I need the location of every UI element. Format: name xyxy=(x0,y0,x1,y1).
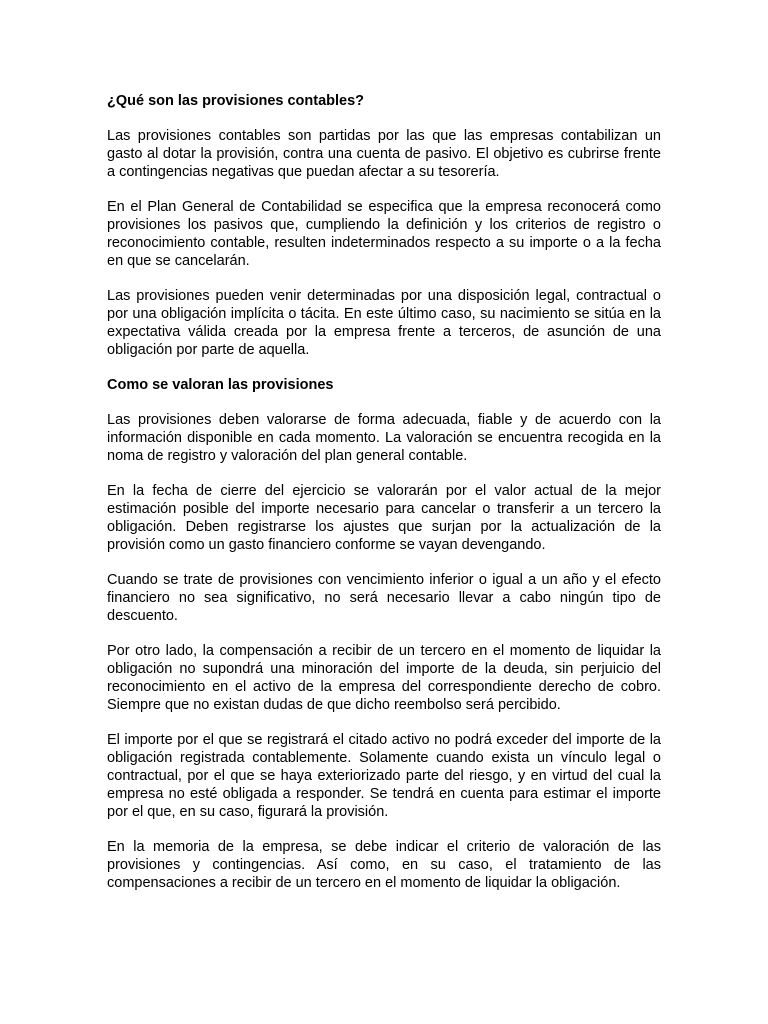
paragraph: En la fecha de cierre del ejercicio se valorarán por el valor actual de la mejor estimación posible del importe necesario para cancelar o transferir a un tercero la obligación. Deben registrarse los ajustes que surjan por la actualización de la provisión como un gasto financiero conforme se vayan devengando. xyxy=(107,483,661,553)
section-heading-what-are-provisions: ¿Qué son las provisiones contables? xyxy=(107,93,365,109)
paragraph: El importe por el que se registrará el citado activo no podrá exceder del importe de la obligación registrada contablemente. Solamente cuando exista un vínculo legal o contractual, por el que se haya exteriorizado parte del riesgo, y en virtud del cual la empresa no esté obligada a responder. Se tendrá en cuenta para estimar el importe por el que, en su caso, figurará la provisión. xyxy=(107,732,661,820)
paragraph: Cuando se trate de provisiones con vencimiento inferior o igual a un año y el efecto financiero no sea significativo, no será necesario llevar a cabo ningún tipo de descuento. xyxy=(107,572,661,624)
section-heading-valuation: Como se valoran las provisiones xyxy=(107,377,334,393)
document-page xyxy=(107,92,661,909)
paragraph: Las provisiones contables son partidas por las que las empresas contabilizan un gasto al dotar la provisión, contra una cuenta de pasivo. El objetivo es cubrirse frente a contingencias negativas que puedan afectar a su tesorería. xyxy=(107,128,661,180)
paragraph: Las provisiones deben valorarse de forma adecuada, fiable y de acuerdo con la información disponible en cada momento. La valoración se encuentra recogida en la noma de registro y valoración del plan general contable. xyxy=(107,412,661,464)
paragraph: En el Plan General de Contabilidad se especifica que la empresa reconocerá como provisiones los pasivos que, cumpliendo la definición y los criterios de registro o reconocimiento contable, resulten indeterminados respecto a su importe o a la fecha en que se cancelarán. xyxy=(107,199,661,269)
paragraph: Por otro lado, la compensación a recibir de un tercero en el momento de liquidar la obligación no supondrá una minoración del importe de la deuda, sin perjuicio del reconocimiento en el activo de la empresa del correspondiente derecho de cobro. Siempre que no existan dudas de que dicho reembolso será percibido. xyxy=(107,643,661,713)
paragraph: En la memoria de la empresa, se debe indicar el criterio de valoración de las provisiones y contingencias. Así como, en su caso, el tratamiento de las compensaciones a recibir de un tercero en el momento de liquidar la obligación. xyxy=(107,839,661,891)
paragraph: Las provisiones pueden venir determinadas por una disposición legal, contractual o por una obligación implícita o tácita. En este último caso, su nacimiento se sitúa en la expectativa válida creada por la empresa frente a terceros, de asunción de una obligación por parte de aquella. xyxy=(107,288,661,358)
